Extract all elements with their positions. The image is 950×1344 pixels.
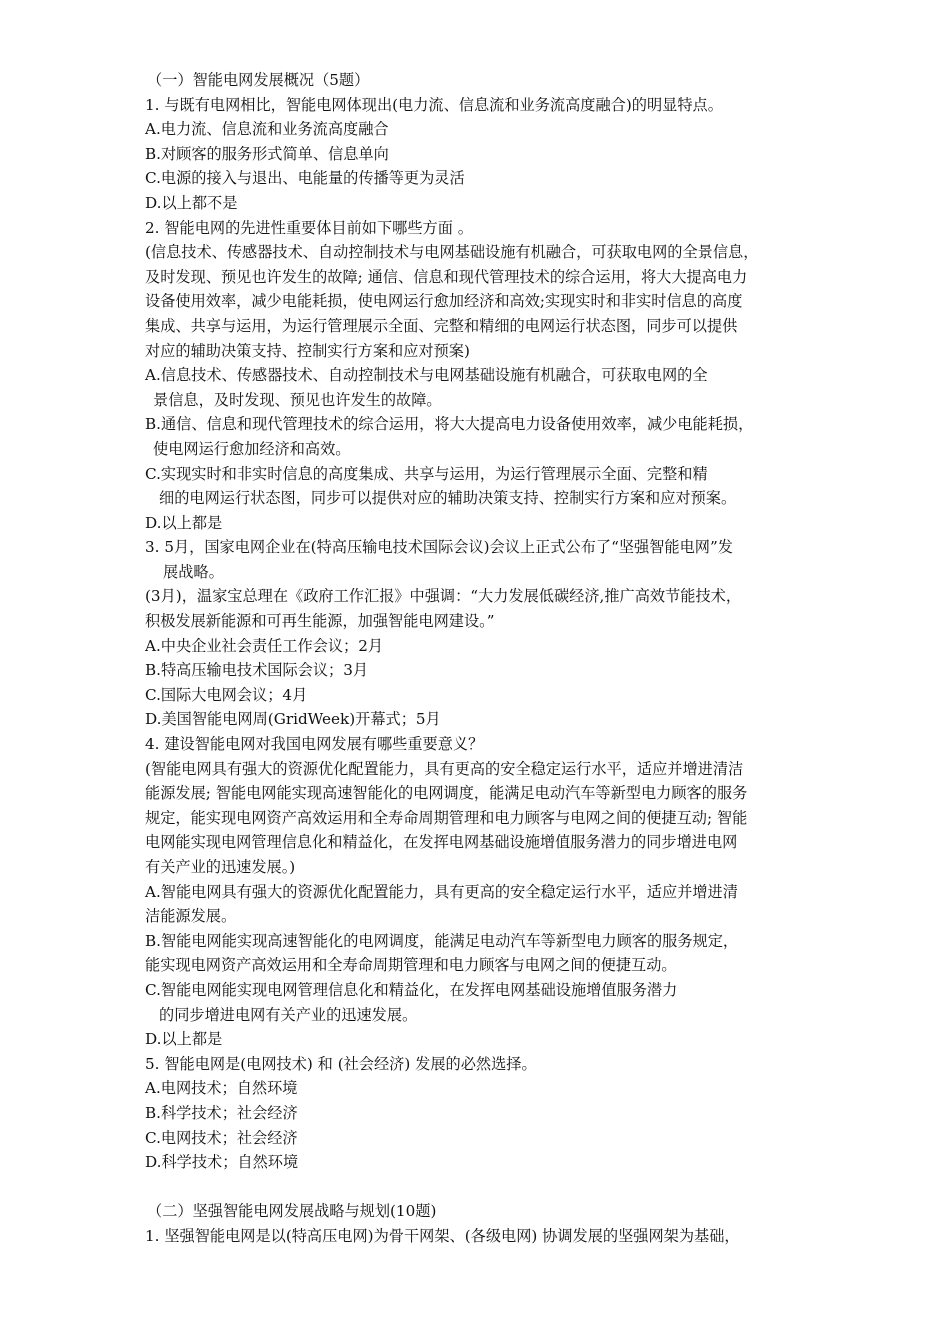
answer-option: B.通信、信息和现代管理技术的综合运用，将大大提高电力设备使用效率，减少电能耗损， (145, 415, 754, 434)
text-line: 集成、共享与运用，为运行管理展示全面、完整和精细的电网运行状态图，同步可以提供 (145, 316, 738, 335)
text-line: (信息技术、传感器技术、自动控制技术与电网基础设施有机融合，可获取电网的全景信息， (145, 243, 759, 262)
answer-option: B.科学技术；社会经济 (145, 1103, 298, 1122)
text-line: (智能电网具有强大的资源优化配置能力，具有更高的安全稳定运行水平，适应并增进清洁 (145, 759, 744, 778)
answer-option: C.电网技术；社会经济 (145, 1128, 298, 1147)
text-line: 有关产业的迅速发展。) (145, 858, 296, 876)
answer-option: B.特高压输电技术国际会议；3月 (145, 661, 369, 680)
text-line: 电网能实现电网管理信息化和精益化，在发挥电网基础设施增值服务潜力的同步增进电网 (145, 833, 738, 852)
text-line: 展战略。 (163, 562, 224, 581)
question-stem: 3. 5月，国家电网企业在(特高压输电技术国际会议)会议上正式公布了“坚强智能电网”发 (145, 538, 733, 557)
text-line: 使电网运行愈加经济和高效。 (153, 439, 351, 458)
answer-option: B.对顾客的服务形式简单、信息单向 (145, 144, 389, 163)
answer-option: A.电网技术；自然环境 (145, 1079, 298, 1098)
text-line: 景信息，及时发现、预见也许发生的故障。 (153, 390, 442, 409)
question-stem: 2. 智能电网的先进性重要体目前如下哪些方面 。 (145, 218, 473, 237)
answer-option: D.以上都是 (145, 513, 223, 532)
text-line: 的同步增进电网有关产业的迅速发展。 (159, 1005, 418, 1024)
blank-line (145, 1175, 820, 1200)
text-line: 设备使用效率，减少电能耗损，使电网运行愈加经济和高效;实现实时和非实时信息的高度 (145, 292, 743, 311)
answer-option: A.电力流、信息流和业务流高度融合 (145, 120, 389, 139)
document-body (145, 68, 820, 1249)
text-line: 能源发展; 智能电网能实现高速智能化的电网调度，能满足电动汽车等新型电力顾客的服务 (145, 784, 748, 803)
answer-option: C.电源的接入与退出、电能量的传播等更为灵活 (145, 169, 465, 188)
answer-option: A.中央企业社会责任工作会议；2月 (145, 636, 384, 655)
answer-option: A.智能电网具有强大的资源优化配置能力，具有更高的安全稳定运行水平，适应并增进清 (145, 882, 738, 901)
question-stem: 4. 建设智能电网对我国电网发展有哪些重要意义？ (145, 735, 484, 754)
answer-option: A.信息技术、传感器技术、自动控制技术与电网基础设施有机融合，可获取电网的全 (145, 366, 708, 385)
text-line: 积极发展新能源和可再生能源，加强智能电网建设。” (145, 612, 495, 631)
section-heading: （二）坚强智能电网发展战略与规划(10题) (147, 1202, 437, 1221)
answer-option: B.智能电网能实现高速智能化的电网调度，能满足电动汽车等新型电力顾客的服务规定， (145, 931, 739, 950)
text-line: 及时发现、预见也许发生的故障; 通信、信息和现代管理技术的综合运用，将大大提高电力 (145, 267, 748, 286)
question-stem: 1. 与既有电网相比，智能电网体现出(电力流、信息流和业务流高度融合)的明显特点。 (145, 95, 723, 114)
answer-option: D.科学技术；自然环境 (145, 1153, 299, 1172)
text-line: 规定，能实现电网资产高效运用和全寿命周期管理和电力顾客与电网之间的便捷互动; 智能 (145, 808, 748, 827)
section-heading: （一）智能电网发展概况（5题） (147, 71, 370, 89)
question-stem: 1. 坚强智能电网是以(特高压电网)为骨干网架、(各级电网) 协调发展的坚强网架为基础， (145, 1226, 740, 1245)
answer-option: D.以上都是 (145, 1030, 223, 1049)
text-line: 能实现电网资产高效运用和全寿命周期管理和电力顾客与电网之间的便捷互动。 (145, 956, 677, 975)
answer-option: D.以上都不是 (145, 193, 238, 212)
answer-option: C.智能电网能实现电网管理信息化和精益化，在发挥电网基础设施增值服务潜力 (145, 980, 678, 999)
answer-option: C.国际大电网会议；4月 (145, 685, 308, 704)
text-line: 对应的辅助决策支持、控制实行方案和应对预案) (145, 341, 470, 360)
question-stem: 5. 智能电网是(电网技术) 和 (社会经济) 发展的必然选择。 (145, 1054, 537, 1073)
text-line: 细的电网运行状态图，同步可以提供对应的辅助决策支持、控制实行方案和应对预案。 (159, 489, 737, 508)
text-line: 洁能源发展。 (145, 907, 237, 926)
answer-option: C.实现实时和非实时信息的高度集成、共享与运用，为运行管理展示全面、完整和精 (145, 464, 708, 483)
text-line: (3月)，温家宝总理在《政府工作汇报》中强调：“大力发展低碳经济,推广高效节能技术， (145, 587, 742, 606)
answer-option: D.美国智能电网周(GridWeek)开幕式；5月 (145, 710, 441, 729)
